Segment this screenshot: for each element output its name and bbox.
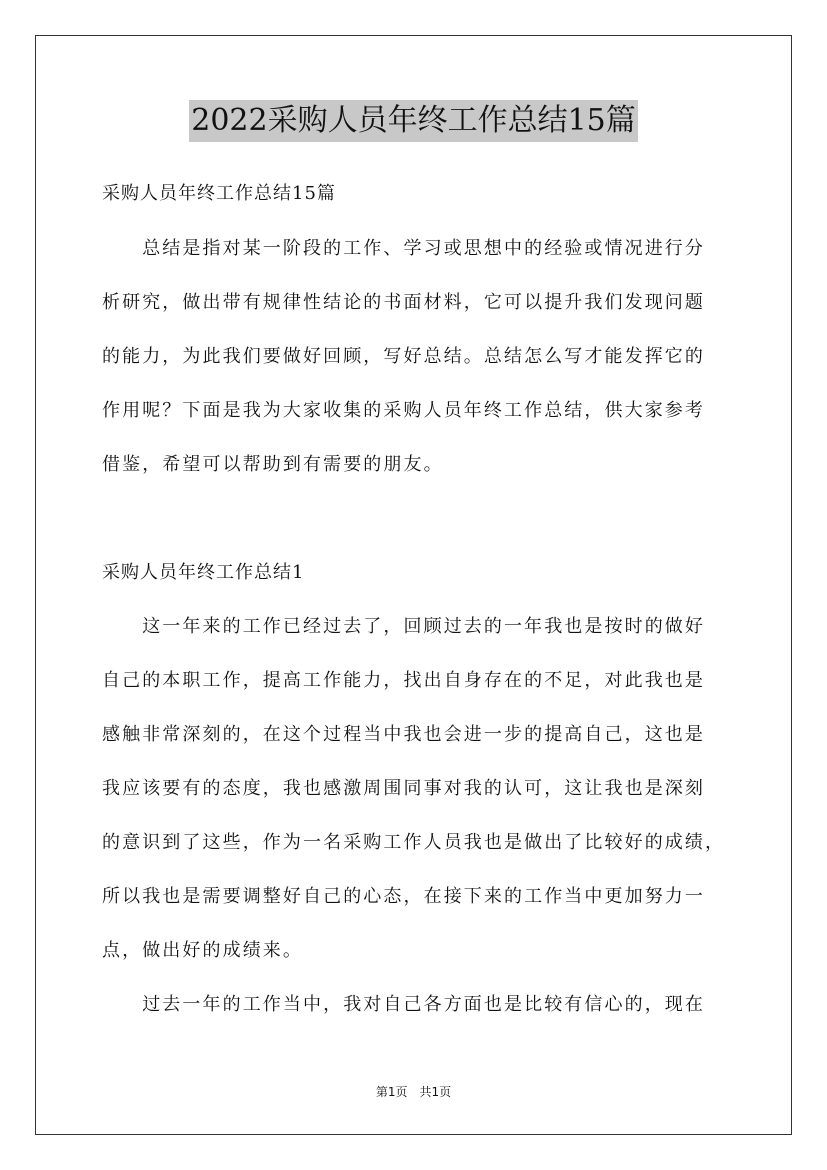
intro-line: 的能力，为此我们要做好回顾，写好总结。总结怎么写才能发挥它的 bbox=[102, 346, 705, 367]
document-subtitle: 采购人员年终工作总结15篇 bbox=[102, 183, 336, 204]
intro-line: 总结是指对某一阶段的工作、学习或思想中的经验或情况进行分 bbox=[102, 238, 705, 259]
title-container bbox=[0, 100, 827, 142]
body-line: 我应该要有的态度，我也感激周围同事对我的认可，这让我也是深刻 bbox=[102, 778, 705, 799]
body-line: 过去一年的工作当中，我对自己各方面也是比较有信心的，现在 bbox=[102, 994, 705, 1015]
body-line: 自己的本职工作，提高工作能力，找出自身存在的不足，对此我也是 bbox=[102, 670, 705, 691]
body-line: 所以我也是需要调整好自己的心态，在接下来的工作当中更加努力一 bbox=[102, 886, 705, 907]
body-line: 的意识到了这些，作为一名采购工作人员我也是做出了比较好的成绩， bbox=[102, 832, 726, 853]
body-line: 这一年来的工作已经过去了，回顾过去的一年我也是按时的做好 bbox=[102, 616, 705, 637]
document-title: 2022采购人员年终工作总结15篇 bbox=[189, 100, 638, 142]
intro-line: 作用呢？下面是我为大家收集的采购人员年终工作总结，供大家参考 bbox=[102, 400, 705, 421]
page-indicator: 第1页 共1页 bbox=[375, 1085, 452, 1099]
intro-line: 析研究，做出带有规律性结论的书面材料，它可以提升我们发现问题 bbox=[102, 292, 705, 313]
body-line: 点，做出好的成绩来。 bbox=[102, 940, 303, 961]
body-line: 感触非常深刻的，在这个过程当中我也会进一步的提高自己，这也是 bbox=[102, 724, 705, 745]
section-heading: 采购人员年终工作总结1 bbox=[102, 562, 305, 583]
intro-line: 借鉴，希望可以帮助到有需要的朋友。 bbox=[102, 454, 444, 475]
